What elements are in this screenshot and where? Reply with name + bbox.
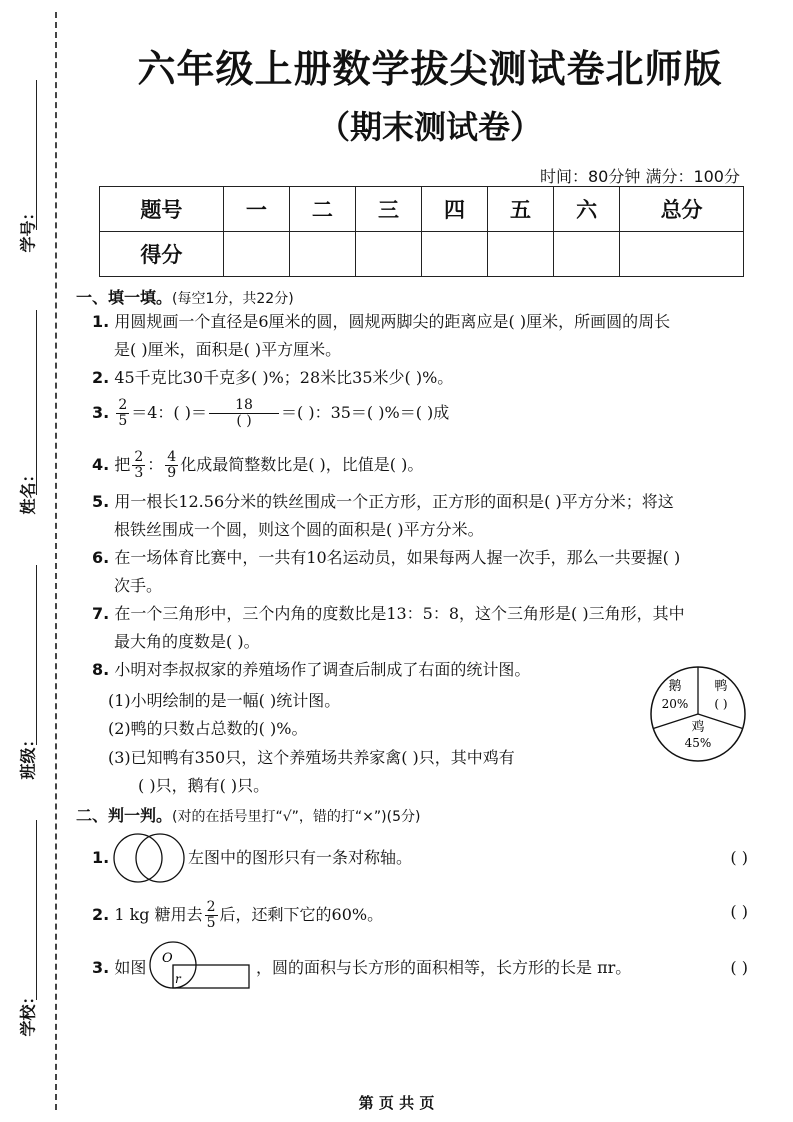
fraction (165, 450, 178, 481)
pie-value-chicken: 45% (684, 736, 712, 750)
question-text: 1 kg 糖用去 (114, 905, 203, 924)
question-text: 小明对李叔叔家的养殖场作了调查后制成了右面的统计图。 (114, 660, 531, 679)
name-label: 姓名： (18, 466, 38, 515)
section-2-heading (76, 803, 420, 826)
ratio-colon: ： (147, 455, 164, 474)
question-6-line-1 (92, 546, 680, 570)
question-8 (92, 658, 530, 682)
question-4 (92, 450, 423, 481)
fraction-numerator: 4 (167, 449, 177, 465)
question-number: 2. (92, 905, 110, 924)
fraction (116, 398, 129, 429)
school-label: 学校： (18, 988, 38, 1037)
section-1-title: 一、填一填。 (76, 288, 173, 307)
question-text: 45千克比30千克多( )%；28米比35米少( )%。 (114, 368, 454, 387)
class-label: 班级： (18, 731, 38, 780)
question-text: 用圆规画一个直径是6厘米的圆，圆规两脚尖的距离应是( )厘米，所画圆的周长 (114, 312, 671, 331)
question-number: 3. (92, 403, 110, 422)
fraction-denominator: 9 (167, 465, 177, 481)
judge-question-3-text: ，圆的面积与长方形的面积相等，长方形的长是 πr。 (256, 958, 632, 977)
fraction-numerator: 2 (206, 899, 216, 915)
pie-divider (698, 714, 743, 729)
question-5-line-1 (92, 490, 674, 514)
question-6-line-2: 次手。 (114, 576, 163, 595)
question-text: 在一场体育比赛中，一共有10名运动员，如果每两人握一次手，那么一共要握( ) (114, 548, 681, 567)
question-text: 后，还剩下它的60%。 (219, 905, 384, 924)
fraction-numerator: 18 (209, 398, 279, 414)
page-title: 六年级上册数学拔尖测试卷北师版 (137, 47, 723, 91)
pie-label-goose: 鹅 (668, 679, 682, 694)
score-header-cell: 总分 (620, 187, 744, 232)
poultry-pie-chart (648, 664, 748, 764)
pie-label-duck: 鸭 (714, 679, 728, 694)
question-text: 用一根长12.56分米的铁丝围成一个正方形，正方形的面积是( )平方分米；将这 (114, 492, 674, 511)
pie-label-chicken: 鸡 (691, 720, 705, 735)
fraction (205, 900, 218, 931)
fraction-denominator: 3 (134, 465, 144, 481)
question-8-part-1: (1)小明绘制的是一幅( )统计图。 (108, 691, 341, 710)
time-score-info: 时间：80分钟 满分：100分 (540, 167, 740, 186)
question-text: 如图 (114, 958, 147, 977)
score-header-cell: 一 (223, 187, 289, 232)
question-1-line-2: 是( )厘米，面积是( )平方厘米。 (114, 340, 342, 359)
student-id-label: 学号： (18, 204, 38, 253)
score-table-header-row (100, 187, 744, 232)
score-header-cell: 六 (554, 187, 620, 232)
right-circle (136, 834, 184, 882)
question-number: 6. (92, 548, 110, 567)
question-text: 把 (114, 455, 131, 474)
fraction (132, 450, 145, 481)
score-cell[interactable] (289, 232, 355, 277)
judge-question-3 (92, 956, 146, 980)
question-5-line-2: 根铁丝围成一个圆，则这个圆的面积是( )平方分米。 (114, 520, 484, 539)
answer-paren[interactable]: ( ) (730, 848, 748, 867)
question-1-line-1 (92, 310, 670, 334)
question-number: 3. (92, 958, 110, 977)
binding-dashed-line (55, 12, 57, 1110)
section-2-note: (对的在括号里打“√”，错的打“×”)(5分) (172, 809, 421, 825)
section-1-heading (76, 285, 294, 308)
judge-question-2 (92, 900, 383, 931)
score-cell[interactable] (421, 232, 487, 277)
question-number: 7. (92, 604, 110, 623)
section-1-note: (每空1分，共22分) (172, 291, 294, 307)
score-cell[interactable] (223, 232, 289, 277)
score-header-cell: 题号 (100, 187, 224, 232)
question-8-part-3-line-1: (3)已知鸭有350只，这个养殖场共养家禽( )只，其中鸡有 (108, 748, 515, 767)
score-header-cell: 三 (355, 187, 421, 232)
question-text: ＝4：( )＝ (131, 403, 207, 422)
page-subtitle: （期末测试卷） (317, 108, 542, 146)
score-header-cell: 二 (289, 187, 355, 232)
question-text: 化成最简整数比是( )，比值是( )。 (180, 455, 424, 474)
question-3 (92, 398, 449, 429)
question-number: 8. (92, 660, 110, 679)
answer-paren[interactable]: ( ) (730, 958, 748, 977)
score-header-cell: 四 (421, 187, 487, 232)
score-cell[interactable] (554, 232, 620, 277)
question-text: 在一个三角形中，三个内角的度数比是13：5：8，这个三角形是( )三角形，其中 (114, 604, 685, 623)
page-footer: 第 页 共 页 (358, 1094, 435, 1112)
answer-paren[interactable]: ( ) (730, 902, 748, 921)
score-header-cell: 五 (488, 187, 554, 232)
judge-question-1 (92, 846, 109, 870)
score-cell[interactable] (355, 232, 421, 277)
fraction-denominator: ( ) (236, 413, 252, 429)
section-2-title: 二、判一判。 (76, 806, 173, 825)
judge-question-1-text: 左图中的图形只有一条对称轴。 (188, 848, 413, 867)
fraction-numerator: 2 (134, 449, 144, 465)
question-7-line-1 (92, 602, 685, 626)
circle-rectangle-figure (146, 940, 254, 992)
school-line (36, 820, 37, 1000)
pie-value-goose: 20% (661, 697, 689, 711)
question-number: 4. (92, 455, 110, 474)
center-label: O (162, 951, 173, 966)
question-number: 1. (92, 312, 110, 331)
question-2 (92, 366, 453, 390)
radius-label: r (175, 972, 181, 986)
left-circle (114, 834, 162, 882)
score-row-label: 得分 (100, 232, 224, 277)
fraction-denominator: 5 (206, 915, 216, 931)
score-cell[interactable] (620, 232, 744, 277)
fraction-numerator: 2 (118, 397, 128, 413)
question-number: 1. (92, 848, 110, 867)
score-table (99, 186, 744, 277)
fraction (209, 398, 279, 429)
question-8-part-2: (2)鸭的只数占总数的( )%。 (108, 719, 308, 738)
question-number: 2. (92, 368, 110, 387)
question-text: ＝( )：35＝( )%＝( )成 (281, 403, 450, 422)
score-cell[interactable] (488, 232, 554, 277)
pie-value-duck: ( ) (714, 697, 728, 711)
question-8-part-3-line-2: ( )只，鹅有( )只。 (138, 776, 270, 795)
question-number: 5. (92, 492, 110, 511)
score-table-score-row (100, 232, 744, 277)
class-line (36, 565, 37, 745)
question-7-line-2: 最大角的度数是( )。 (114, 632, 260, 651)
two-circles-figure (111, 832, 187, 884)
fraction-denominator: 5 (118, 413, 128, 429)
